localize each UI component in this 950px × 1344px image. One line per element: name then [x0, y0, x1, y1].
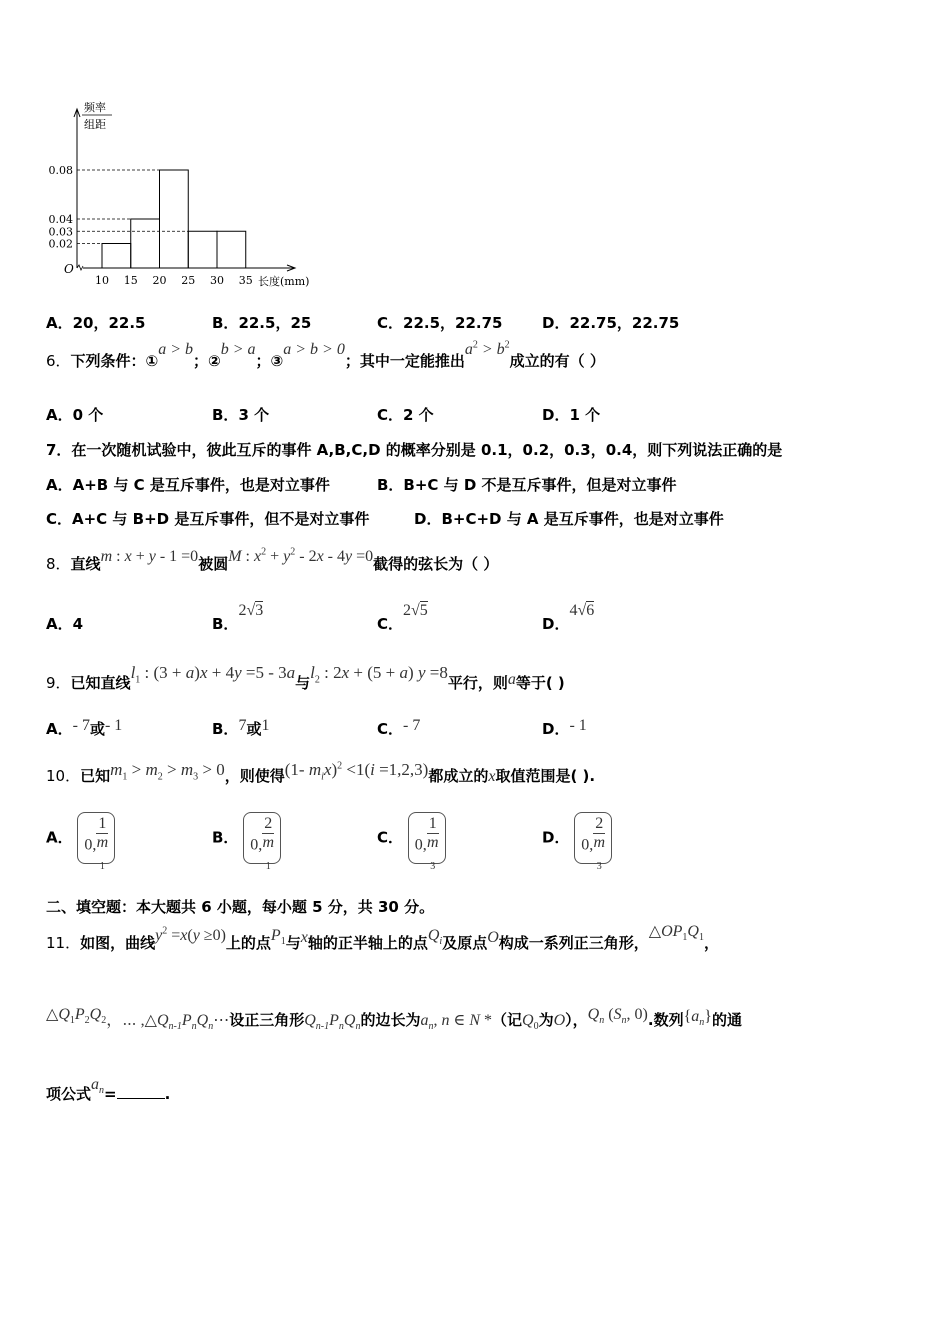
question-9: 9．已知直线$l_1$ : (3 + a)x + 4y =5 - 3a与$l_2$ : 2x + (5 + a) y =8平行，则a等于( ): [46, 663, 565, 692]
y-tick-label: 0.03: [48, 225, 73, 239]
origin-label: O: [64, 262, 74, 276]
histogram-bar: [102, 244, 131, 269]
q7-option-a[interactable]: A．A+B 与 C 是互斥事件，也是对立事件: [46, 476, 330, 494]
q5-option-b[interactable]: B．22.5，25: [212, 314, 312, 332]
x-tick-label: 35: [238, 274, 253, 287]
q11-origin: O: [487, 929, 499, 946]
histogram-bar: [160, 170, 189, 268]
histogram-bar: [217, 231, 246, 268]
q6-option-a[interactable]: A．0 个: [46, 406, 104, 424]
y-axis-title-top: 频率: [84, 101, 106, 114]
q6-option-c[interactable]: C．2 个: [377, 406, 434, 424]
q7-option-c[interactable]: C．A+C 与 B+D 是互斥事件，但不是对立事件: [46, 510, 370, 528]
q8-circle-eq: M : $x^2 + y^2 - 2x - 4y =0$: [228, 546, 374, 565]
q11-triangle-n: $Q_{n-1}P_nQ_n$: [304, 1012, 361, 1033]
q10-option-c[interactable]: C． 0, 1 m $_3$: [377, 812, 446, 864]
q11-sequence: $\{a_n\}$: [683, 1008, 712, 1029]
q8-option-c[interactable]: C．2√5: [377, 602, 428, 633]
q8-line-eq: m : x + y - 1 =0: [100, 548, 199, 565]
q11-answer-blank[interactable]: [117, 1084, 165, 1099]
frequency-histogram: [40, 95, 340, 300]
q6-option-b[interactable]: B．3 个: [212, 406, 270, 424]
q9-option-c[interactable]: C．- 7: [377, 717, 421, 738]
q6-cond3: a > b > 0: [283, 341, 345, 358]
q8-option-d[interactable]: D．4√6: [542, 602, 595, 633]
q11-x-axis: x: [300, 929, 308, 946]
q9-option-a[interactable]: A．- 7或- 1: [46, 717, 123, 738]
x-tick-label: 20: [152, 274, 167, 287]
y-axis-title-bottom: 组距: [84, 118, 106, 131]
question-7-stem: 7．在一次随机试验中，彼此互斥的事件 A,B,C,D 的概率分别是 0.1，0.2，0.3，0.4，则下列说法正确的是: [46, 441, 783, 459]
q6-cond1: a > b: [158, 341, 194, 358]
q11-triangle-2: $\triangle Q_1P_2Q_2$: [46, 1006, 107, 1027]
q6-cond2: b > a: [220, 341, 256, 358]
q11-curve-eq: $y^2 =x(y \ge 0)$: [155, 925, 226, 944]
q9-var-a: a: [507, 671, 516, 688]
q10-option-d[interactable]: D． 0, 2 m $_3$: [542, 812, 612, 864]
q11-point-q: $Q_i$: [427, 927, 443, 948]
x-axis-label: 长度(mm): [258, 275, 310, 288]
section-2-title: 二、填空题：本大题共 6 小题，每小题 5 分，共 30 分。: [46, 898, 435, 916]
q5-option-c[interactable]: C．22.5，22.75: [377, 314, 503, 332]
q11-q0: $Q_0$: [522, 1012, 539, 1033]
q11-an: $a_n$: [91, 1076, 105, 1097]
question-11-line3: 项公式$a_n=$ .: [46, 1076, 171, 1103]
q11-qn-point: $Q_n$ ($S_n$, 0): [587, 1006, 648, 1027]
q10-option-b[interactable]: B． 0, 2 m $_1$: [212, 812, 281, 864]
y-tick-label: 0.04: [48, 213, 73, 226]
x-tick-label: 10: [95, 274, 109, 287]
question-11-line2: $\triangle Q_1P_2Q_2$，⋯ $,\triangle Q_{n-1}P_nQ_n\cdots$设正三角形$Q_{n-1}P_nQ_n$的边长为$a_n$, n ∈ N *（记$Q_0$为O），$Q_n$ ($S_n$, 0).数列$\{a_n\}$的通: [46, 1006, 742, 1033]
q10-inequality: (1- $m_ix)^2 <1(i =1,2,3)$: [284, 760, 429, 783]
q10-condition: $m_1 > m_2 > m_3 > 0$: [110, 760, 225, 783]
question-6: 6．下列条件：①a > b；②b > a；③a > b > 0；其中一定能推出$a^2 > b^2$成立的有（ ）: [46, 339, 605, 370]
q5-option-a[interactable]: A．20，22.5: [46, 314, 146, 332]
y-tick-label: 0.02: [48, 237, 73, 251]
axis-break-mark: [77, 265, 83, 270]
q10-option-a[interactable]: A． 0, 1 m $_1$: [46, 812, 115, 864]
x-tick-label: 25: [181, 274, 196, 287]
question-10: 10．已知$m_1 > m_2 > m_3 > 0$，则使得(1- $m_ix)^2 <1(i =1,2,3)$都成立的x取值范围是( ).: [46, 760, 596, 785]
q10-var-x: x: [488, 768, 496, 785]
histogram-plot-area: [49, 109, 296, 287]
histogram-bar: [131, 219, 160, 268]
q7-option-d[interactable]: D．B+C+D 与 A 是互斥事件，也是对立事件: [414, 510, 724, 528]
q6-target: $a^2 > b^2$: [464, 339, 510, 358]
q11-side-an: $a_n$, n ∈ N *: [420, 1012, 492, 1033]
question-8: 8．直线m : x + y - 1 =0被圆M : $x^2 + y^2 - 2x - 4y =0$截得的弦长为（ ）: [46, 546, 499, 573]
q9-option-b[interactable]: B．7或1: [212, 717, 270, 738]
q6-option-d[interactable]: D．1 个: [542, 406, 601, 424]
histogram-bar: [188, 231, 217, 268]
x-tick-label: 30: [210, 274, 224, 287]
y-tick-label: 0.08: [48, 164, 73, 177]
q7-option-b[interactable]: B．B+C 与 D 不是互斥事件，但是对立事件: [377, 476, 677, 494]
q9-line1-eq: $l_1$ : (3 + a)x + 4y =5 - 3a: [130, 663, 296, 686]
q9-option-d[interactable]: D．- 1: [542, 717, 587, 738]
q8-option-a[interactable]: A．4: [46, 615, 84, 633]
q5-option-d[interactable]: D．22.75，22.75: [542, 314, 680, 332]
q11-point-p1: $P_1$: [270, 927, 286, 948]
q11-o: O: [553, 1012, 566, 1029]
q11-triangle-1: $\triangle OP_1Q_1$: [648, 923, 704, 944]
q9-line2-eq: $l_2$ : 2x + (5 + a) y =8: [310, 663, 448, 686]
question-11-line1: 11．如图，曲线$y^2 =x(y \ge 0)$上的点$P_1$与x轴的正半轴上的点$Q_i$及原点O构成一系列正三角形，$\triangle OP_1Q_1$，: [46, 923, 719, 952]
x-tick-label: 15: [123, 274, 138, 287]
q8-option-b[interactable]: B．2√3: [212, 602, 264, 633]
